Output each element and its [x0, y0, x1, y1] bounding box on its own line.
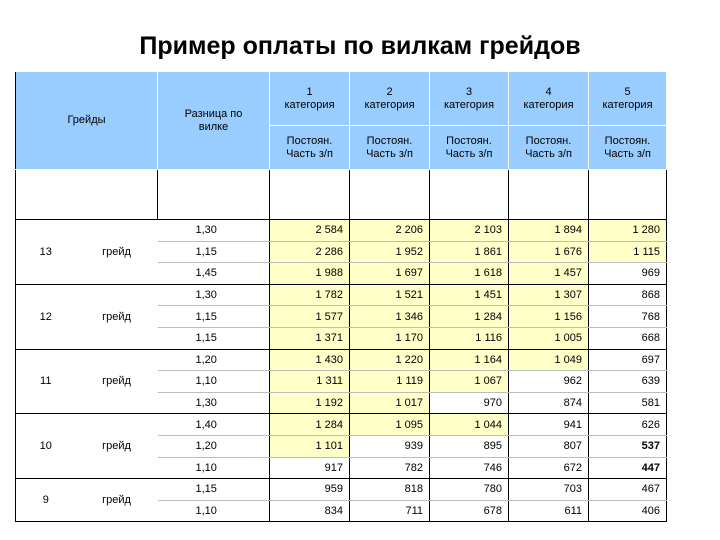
salary-cell-cat-2: 939: [350, 435, 430, 457]
diff-cell: 1,30: [158, 284, 270, 306]
grade-label: грейд: [76, 220, 158, 285]
salary-cell-cat-3: 678: [430, 500, 509, 522]
diff-cell: 1,15: [158, 241, 270, 263]
diff-cell: 1,45: [158, 263, 270, 285]
salary-cell-cat-1: 917: [270, 457, 350, 479]
page-title: Пример оплаты по вилкам грейдов: [139, 32, 581, 60]
header-category-text: 2 категория: [364, 85, 415, 111]
grade-label: грейд: [76, 284, 158, 349]
diff-cell: 1,30: [158, 392, 270, 414]
salary-cell-cat-1: 1 284: [270, 414, 350, 436]
header-sub-text: Постоян. Часть з/п: [366, 134, 413, 160]
salary-cell-cat-3: 1 284: [430, 306, 509, 328]
salary-cell-cat-1: 1 311: [270, 371, 350, 393]
salary-cell-cat-2: 711: [350, 500, 430, 522]
header-sub-text: Постоян. Часть з/п: [445, 134, 493, 160]
diff-cell: 1,40: [158, 414, 270, 436]
salary-cell-cat-2: 1 521: [350, 284, 430, 306]
grade-label: грейд: [76, 479, 158, 522]
salary-cell-cat-5: 447: [589, 457, 667, 479]
diff-cell: 1,20: [158, 349, 270, 371]
salary-cell-cat-4: 962: [509, 371, 589, 393]
header-category-text: 3 категория: [443, 85, 495, 111]
salary-cell-cat-4: 941: [509, 414, 589, 436]
header-sub-1: [270, 126, 350, 170]
salary-cell-cat-2: 1 220: [350, 349, 430, 371]
spacer-row: [16, 170, 667, 220]
salary-cell-cat-4: 672: [509, 457, 589, 479]
salary-cell-cat-2: 1 952: [350, 241, 430, 263]
spacer-cell: [509, 170, 589, 220]
salary-cell-cat-1: 959: [270, 479, 350, 501]
salary-cell-cat-5: 969: [589, 263, 667, 285]
header-grades: Грейды: [16, 72, 158, 170]
grade-pay-table: [15, 71, 667, 522]
salary-cell-cat-3: 746: [430, 457, 509, 479]
table-row: [16, 414, 667, 436]
header-category-3: [430, 72, 509, 126]
salary-cell-cat-4: 1 894: [509, 220, 589, 242]
salary-cell-cat-1: 1 101: [270, 435, 350, 457]
diff-cell: 1,20: [158, 435, 270, 457]
salary-cell-cat-4: 1 457: [509, 263, 589, 285]
diff-cell: 1,30: [158, 220, 270, 242]
header-category-2: [350, 72, 430, 126]
salary-cell-cat-2: 782: [350, 457, 430, 479]
salary-cell-cat-3: 1 451: [430, 284, 509, 306]
salary-cell-cat-5: 639: [589, 371, 667, 393]
salary-cell-cat-1: 1 577: [270, 306, 350, 328]
spacer-cell: [158, 170, 270, 220]
table-row: [16, 479, 667, 501]
salary-cell-cat-5: 697: [589, 349, 667, 371]
salary-cell-cat-1: 834: [270, 500, 350, 522]
salary-cell-cat-5: 668: [589, 327, 667, 349]
spacer-cell: [430, 170, 509, 220]
salary-cell-cat-2: 1 346: [350, 306, 430, 328]
salary-cell-cat-1: 2 584: [270, 220, 350, 242]
diff-cell: 1,15: [158, 327, 270, 349]
salary-cell-cat-4: 1 676: [509, 241, 589, 263]
header-category-4: [509, 72, 589, 126]
salary-cell-cat-5: 626: [589, 414, 667, 436]
header-sub-5: [589, 126, 667, 170]
salary-cell-cat-2: 1 170: [350, 327, 430, 349]
spacer-cell: [16, 170, 158, 220]
header-category-1: [270, 72, 350, 126]
header-category-5: [589, 72, 667, 126]
salary-cell-cat-3: 970: [430, 392, 509, 414]
salary-cell-cat-5: 868: [589, 284, 667, 306]
salary-cell-cat-5: 768: [589, 306, 667, 328]
grade-number: 12: [16, 284, 76, 349]
spacer-cell: [270, 170, 350, 220]
header-sub-4: [509, 126, 589, 170]
salary-cell-cat-4: 807: [509, 435, 589, 457]
salary-cell-cat-3: 1 164: [430, 349, 509, 371]
header-diff: [158, 72, 270, 170]
salary-cell-cat-4: 611: [509, 500, 589, 522]
salary-cell-cat-1: 1 782: [270, 284, 350, 306]
salary-cell-cat-1: 1 430: [270, 349, 350, 371]
salary-cell-cat-3: 1 618: [430, 263, 509, 285]
salary-cell-cat-5: 581: [589, 392, 667, 414]
salary-cell-cat-3: 2 103: [430, 220, 509, 242]
salary-cell-cat-2: 1 697: [350, 263, 430, 285]
salary-cell-cat-5: 1 115: [589, 241, 667, 263]
salary-cell-cat-5: 467: [589, 479, 667, 501]
diff-cell: 1,10: [158, 371, 270, 393]
salary-cell-cat-5: 1 280: [589, 220, 667, 242]
salary-cell-cat-4: 1 049: [509, 349, 589, 371]
salary-cell-cat-3: 895: [430, 435, 509, 457]
header-category-text: 1 категория: [284, 85, 335, 111]
salary-cell-cat-1: 2 286: [270, 241, 350, 263]
grade-number: 11: [16, 349, 76, 414]
salary-cell-cat-4: 1 307: [509, 284, 589, 306]
salary-cell-cat-2: 2 206: [350, 220, 430, 242]
header-sub-2: [350, 126, 430, 170]
salary-cell-cat-3: 1 044: [430, 414, 509, 436]
diff-cell: 1,15: [158, 306, 270, 328]
salary-cell-cat-1: 1 988: [270, 263, 350, 285]
grade-number: 10: [16, 414, 76, 479]
salary-cell-cat-4: 703: [509, 479, 589, 501]
header-sub-text: Постоян. Часть з/п: [286, 134, 333, 160]
salary-cell-cat-4: 1 005: [509, 327, 589, 349]
header-sub-3: [430, 126, 509, 170]
salary-cell-cat-2: 818: [350, 479, 430, 501]
grade-number: 13: [16, 220, 76, 285]
grade-number: 9: [16, 479, 76, 522]
salary-cell-cat-5: 537: [589, 435, 667, 457]
table-row: [16, 284, 667, 306]
diff-cell: 1,10: [158, 457, 270, 479]
salary-cell-cat-2: 1 119: [350, 371, 430, 393]
header-sub-text: Постоян. Часть з/п: [525, 134, 572, 160]
table-row: [16, 349, 667, 371]
table-row: [16, 220, 667, 242]
header-category-text: 4 категория: [523, 85, 574, 111]
salary-cell-cat-1: 1 192: [270, 392, 350, 414]
salary-cell-cat-2: 1 095: [350, 414, 430, 436]
salary-cell-cat-4: 1 156: [509, 306, 589, 328]
spacer-cell: [350, 170, 430, 220]
header-diff-text: Разница по вилке: [184, 107, 243, 133]
diff-cell: 1,15: [158, 479, 270, 501]
salary-cell-cat-5: 406: [589, 500, 667, 522]
salary-cell-cat-3: 1 116: [430, 327, 509, 349]
salary-cell-cat-2: 1 017: [350, 392, 430, 414]
diff-cell: 1,10: [158, 500, 270, 522]
salary-cell-cat-3: 1 067: [430, 371, 509, 393]
header-sub-text: Постоян. Часть з/п: [604, 134, 651, 160]
grade-label: грейд: [76, 349, 158, 414]
salary-cell-cat-4: 874: [509, 392, 589, 414]
grade-label: грейд: [76, 414, 158, 479]
salary-cell-cat-3: 1 861: [430, 241, 509, 263]
salary-cell-cat-3: 780: [430, 479, 509, 501]
spacer-cell: [589, 170, 667, 220]
header-category-text: 5 категория: [602, 85, 653, 111]
header-row-categories: [16, 72, 667, 126]
salary-cell-cat-1: 1 371: [270, 327, 350, 349]
